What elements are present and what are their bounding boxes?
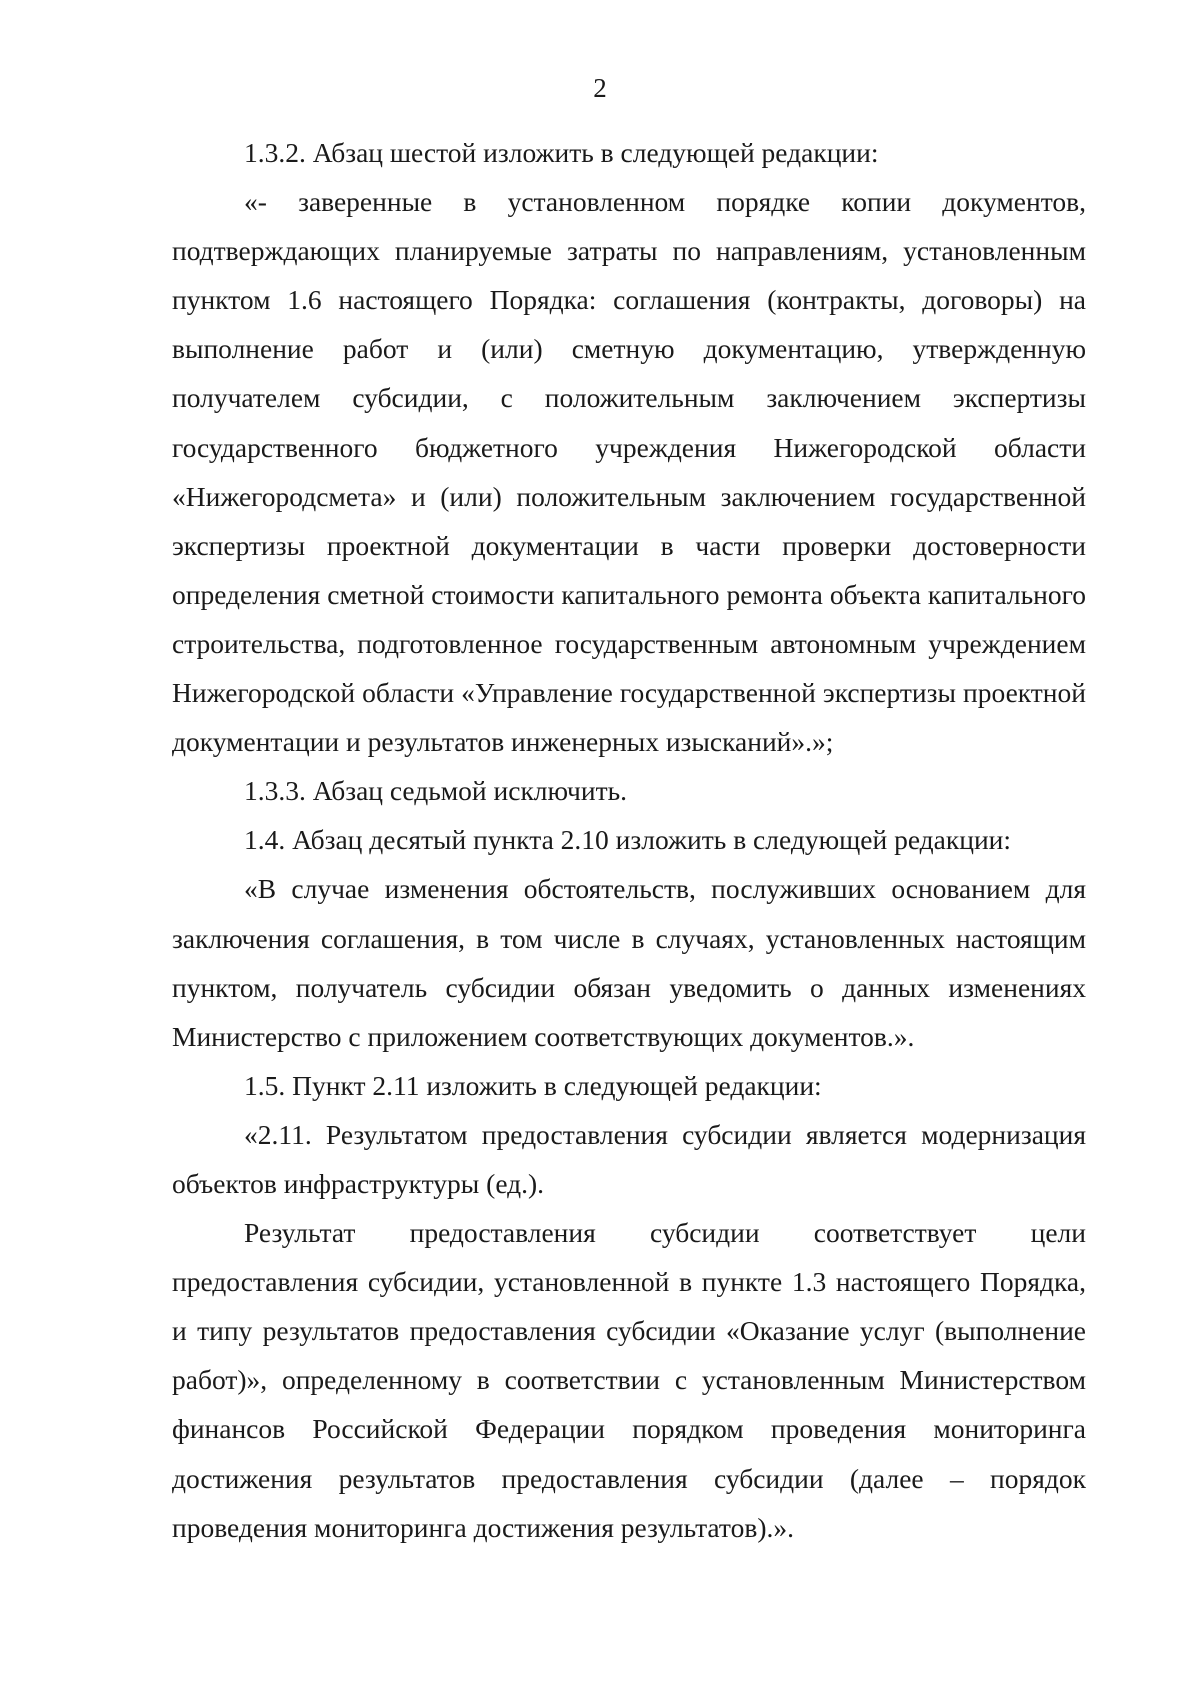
document-body [172,128,1086,1552]
paragraph-1-4: 1.4. Абзац десятый пункта 2.10 изложить в следующей редакции: [244,824,1012,856]
paragraph-quoted-documents: «- заверенные в установленном порядке копии документов, подтверждающих планируемые затраты по направлениям, установленным пунктом 1.6 настоящего Порядка: соглашения (контракты, договоры) на выполнение работ и (или) сметную документацию, утвержденную получателем субсидии, с положительным заключением экспертизы государственного бюджетного учреждения Нижегородской области «Нижегородсмета» и (или) положительным заключением государственной экспертизы проектной документации в части проверки достоверности определения сметной стоимости капитального ремонта объекта капитального строительства, подготовленное государственным автономным учреждением Нижегородской области «Управление государственной экспертизы проектной документации и результатов инженерных изысканий».»; [172,186,1086,758]
page-number: 2 [593,73,607,103]
paragraph-quoted-2-11: «2.11. Результатом предоставления субсидии является модернизация объектов инфраструктуры (ед.). [172,1118,1086,1199]
paragraph-quoted-circumstances: «В случае изменения обстоятельств, послуживших основанием для заключения соглашения, в том числе в случаях, установленных настоящим пунктом, получатель субсидии обязан уведомить о данных изменениях Министерство с приложением соответствующих документов.». [172,873,1086,1052]
paragraph-1-5: 1.5. Пункт 2.11 изложить в следующей редакции: [244,1069,822,1101]
paragraph-1-3-2: 1.3.2. Абзац шестой изложить в следующей редакции: [244,137,879,168]
paragraph-1-3-3: 1.3.3. Абзац седьмой исключить. [244,775,628,807]
paragraph-result: Результат предоставления субсидии соответствует цели предоставления субсидии, установленной в пункте 1.3 настоящего Порядка, и типу результатов предоставления субсидии «Оказание услуг (выполнение работ)», определенному в соответствии с установленным Министерством финансов Российской Федерации порядком проведения мониторинга достижения результатов предоставления субсидии (далее – порядок проведения мониторинга достижения результатов).». [172,1217,1086,1543]
